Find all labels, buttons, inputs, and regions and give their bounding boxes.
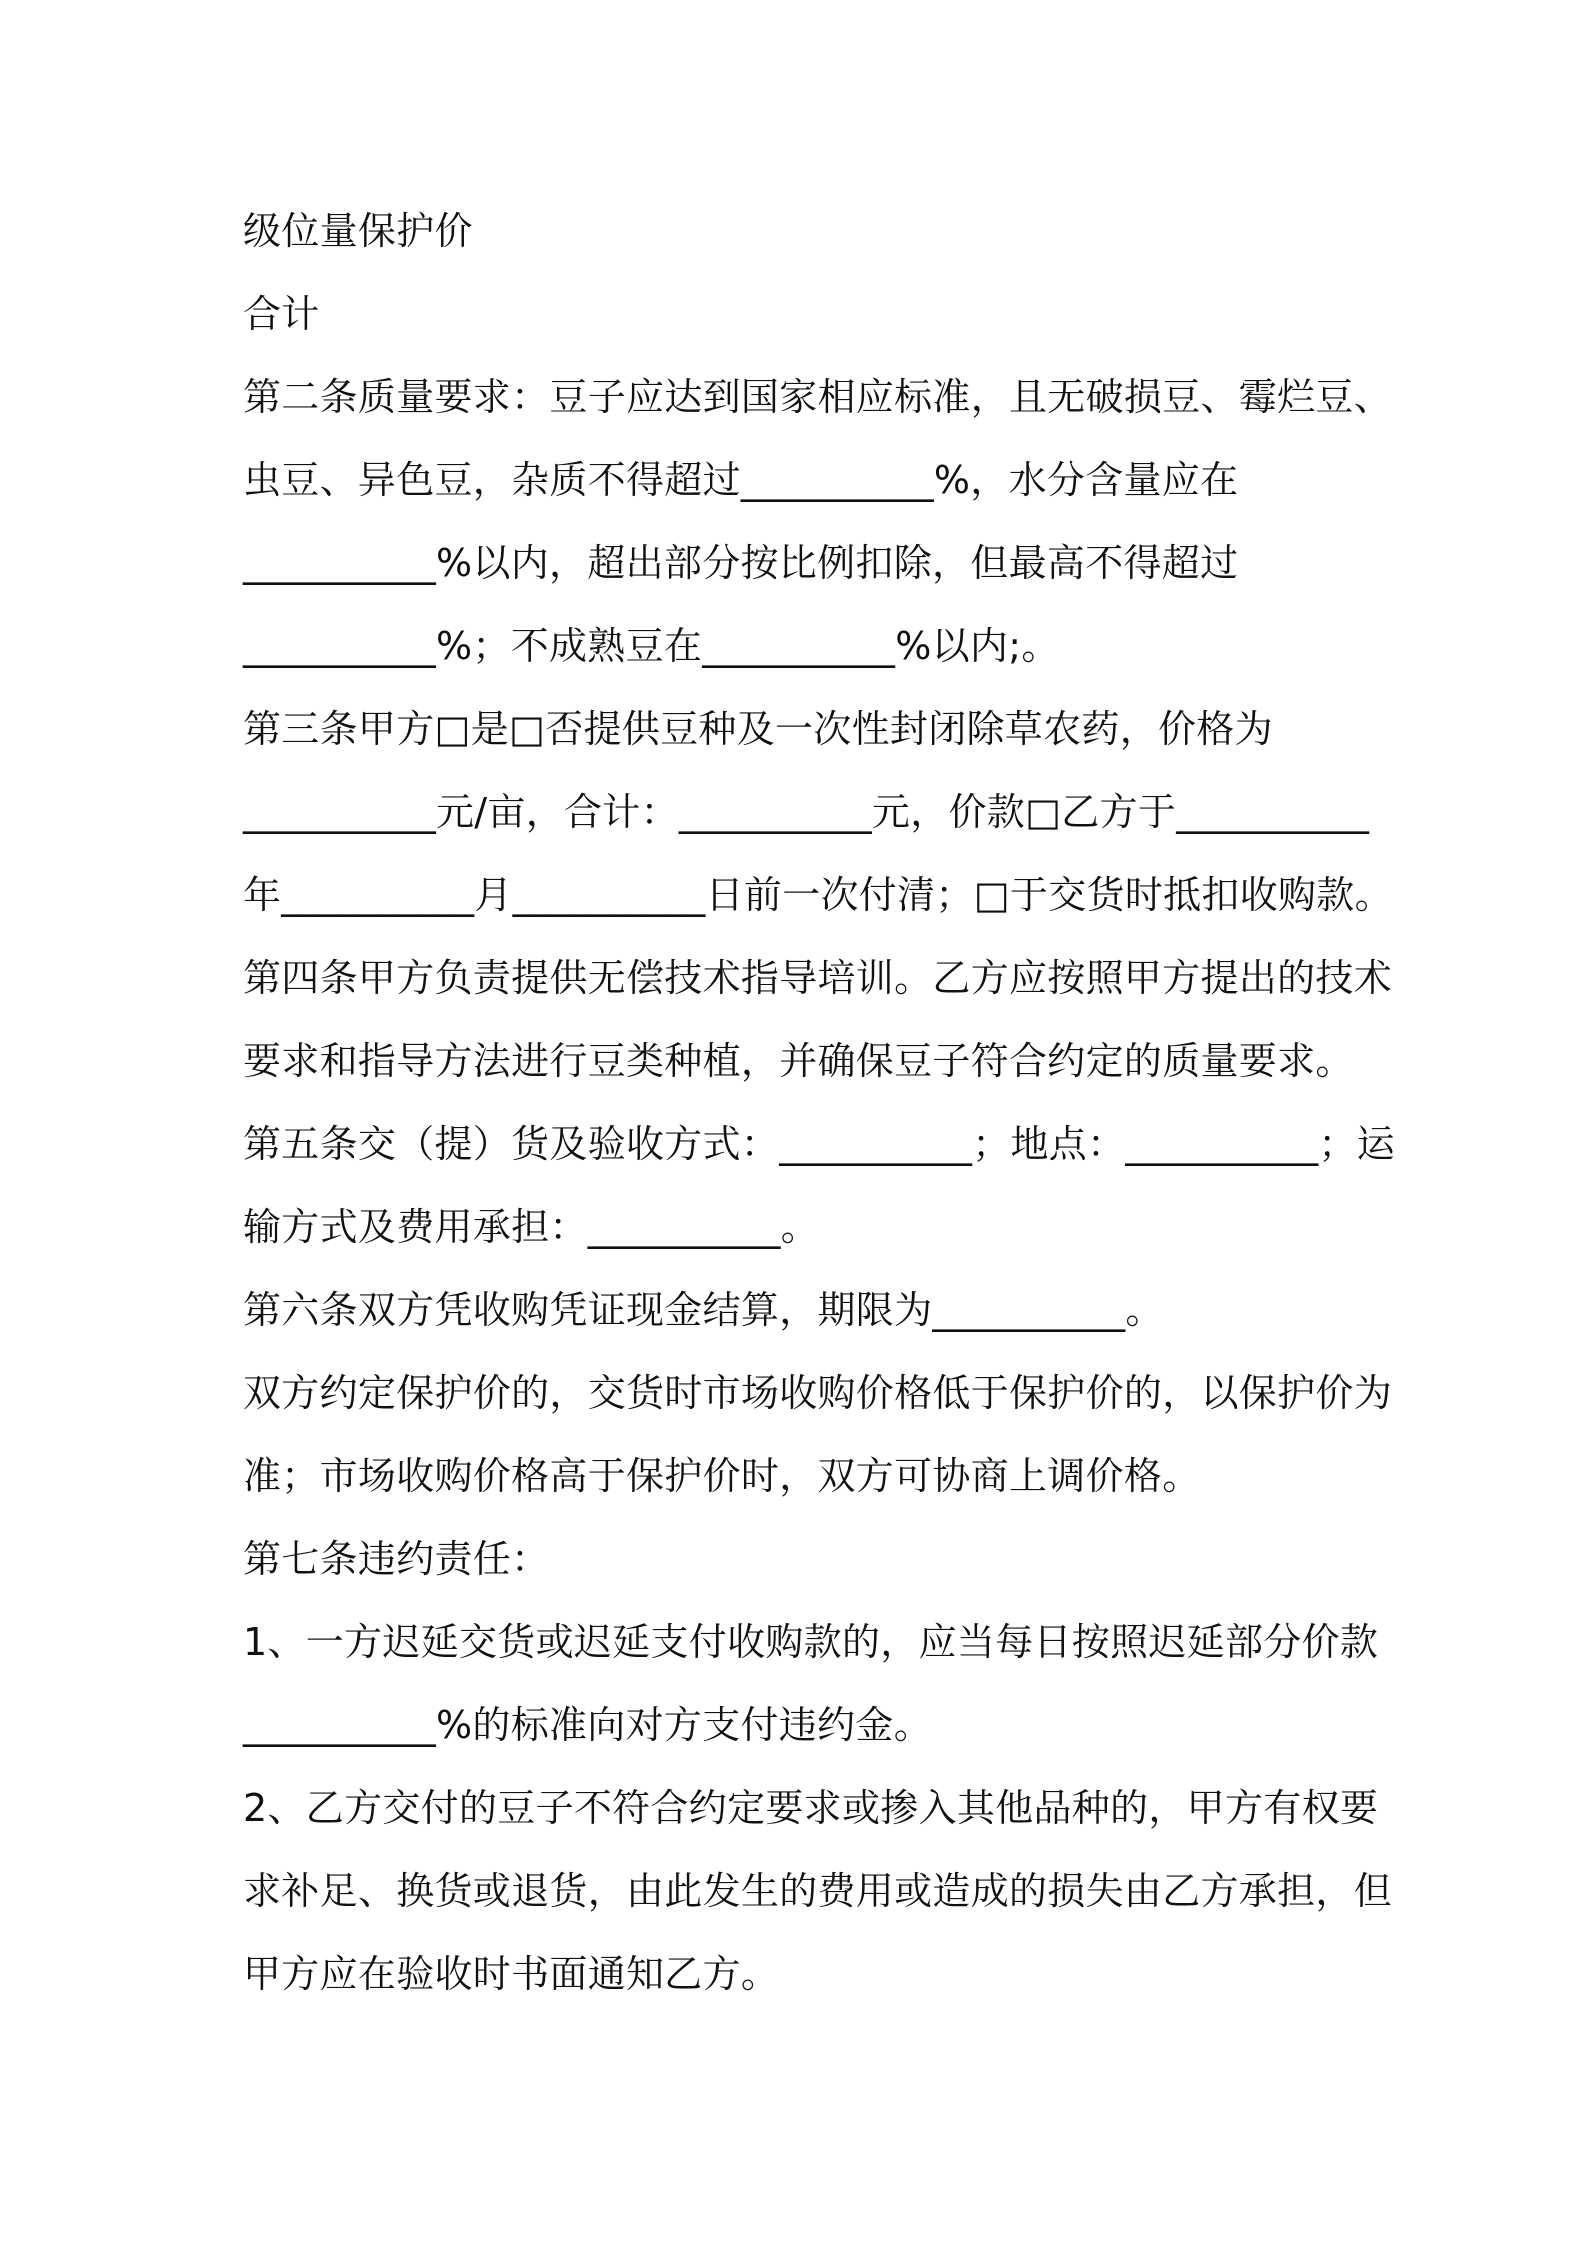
- text-line: 第三条甲方□是□否提供豆种及一次性封闭除草农药，价格为: [243, 707, 1273, 751]
- text-line: __________%以内，超出部分按比例扣除，但最高不得超过: [243, 541, 1239, 585]
- text-line: 双方约定保护价的，交货时市场收购价格低于保护价的，以保护价为: [243, 1371, 1393, 1415]
- text-line: 1、一方迟延交货或迟延支付收购款的，应当每日按照迟延部分价款: [243, 1620, 1379, 1664]
- text-line: __________%的标准向对方支付违约金。: [243, 1703, 933, 1747]
- text-line: 合计: [243, 292, 320, 336]
- text-line: 第六条双方凭收购凭证现金结算，期限为__________。: [243, 1288, 1164, 1332]
- text-line: 年__________月__________日前一次付清；□于交货时抵扣收购款。: [243, 873, 1393, 917]
- text-line: 输方式及费用承担：__________。: [243, 1205, 820, 1249]
- text-line: 虫豆、异色豆，杂质不得超过__________%，水分含量应在: [243, 458, 1239, 502]
- text-line: __________元/亩，合计：__________元，价款□乙方于__________: [243, 790, 1370, 834]
- text-line: 第四条甲方负责提供无偿技术指导培训。乙方应按照甲方提出的技术: [243, 956, 1393, 1000]
- text-line: 准；市场收购价格高于保护价时，双方可协商上调价格。: [243, 1454, 1201, 1498]
- text-line: 第七条违约责任：: [243, 1537, 550, 1581]
- text-line: 级位量保护价: [243, 209, 473, 253]
- text-line: 第二条质量要求：豆子应达到国家相应标准，且无破损豆、霉烂豆、: [243, 375, 1393, 419]
- text-line: 要求和指导方法进行豆类种植，并确保豆子符合约定的质量要求。: [243, 1039, 1354, 1083]
- text-line: 第五条交（提）货及验收方式：__________；地点：__________；运: [243, 1122, 1396, 1166]
- text-line: __________%；不成熟豆在__________%以内;。: [243, 624, 1060, 668]
- text-line: 2、乙方交付的豆子不符合约定要求或掺入其他品种的，甲方有权要: [243, 1786, 1379, 1830]
- text-line: 甲方应在验收时书面通知乙方。: [243, 1952, 780, 1996]
- text-line: 求补足、换货或退货，由此发生的费用或造成的损失由乙方承担，但: [243, 1869, 1393, 1913]
